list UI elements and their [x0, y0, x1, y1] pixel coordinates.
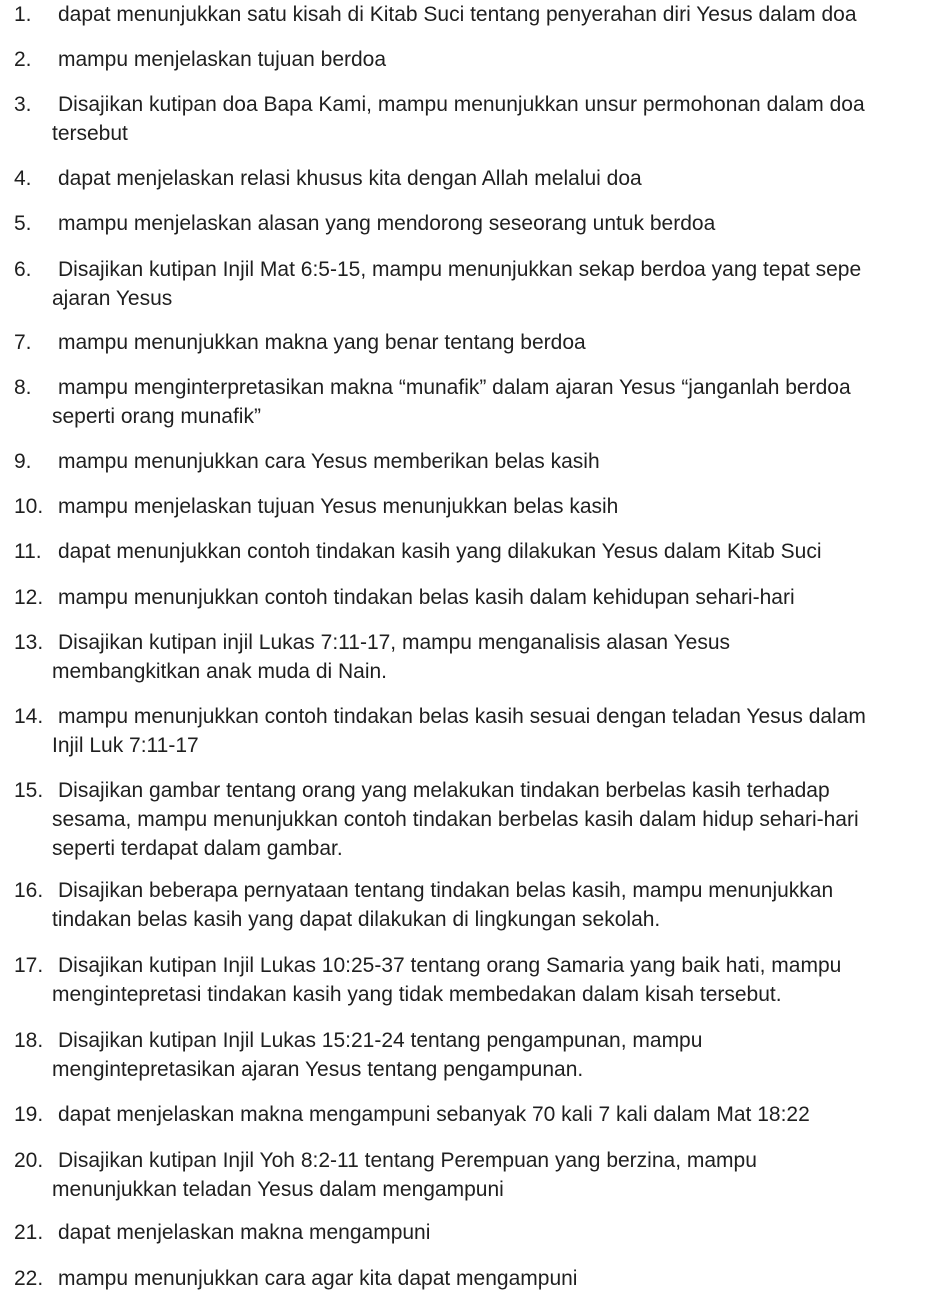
list-item-text-line: mampu menjelaskan tujuan Yesus menunjukkan belas kasih	[58, 495, 619, 518]
list-item	[14, 1026, 929, 1084]
list-item-text-line: mengintepretasi tindakan kasih yang tidak membedakan dalam kisah tersebut.	[52, 983, 782, 1006]
list-item-number: 20.	[14, 1149, 44, 1172]
list-item-number: 8.	[14, 376, 32, 399]
list-item	[14, 1218, 929, 1247]
list-item	[14, 373, 929, 431]
list-item-number: 1.	[14, 3, 32, 26]
list-item	[14, 583, 929, 612]
list-item-text-line: mampu menunjukkan contoh tindakan belas kasih sesuai dengan teladan Yesus dalam	[58, 705, 866, 728]
list-item-text-line: tersebut	[52, 122, 128, 145]
list-item-text-line: dapat menunjukkan satu kisah di Kitab Suci tentang penyerahan diri Yesus dalam doa	[58, 3, 857, 26]
list-item-text-line: Disajikan gambar tentang orang yang melakukan tindakan berbelas kasih terhadap	[58, 779, 830, 802]
list-item-text-line: Disajikan kutipan Injil Lukas 15:21-24 tentang pengampunan, mampu	[58, 1029, 703, 1052]
list-item	[14, 164, 929, 193]
list-item	[14, 492, 929, 521]
list-item-text-line: dapat menjelaskan relasi khusus kita dengan Allah melalui doa	[58, 167, 642, 190]
list-item-text-line: Disajikan kutipan doa Bapa Kami, mampu menunjukkan unsur permohonan dalam doa	[58, 93, 865, 116]
list-item	[14, 447, 929, 476]
list-item	[14, 1100, 929, 1129]
list-item	[14, 0, 929, 29]
list-item-number: 17.	[14, 954, 44, 977]
list-item-text-line: mampu menunjukkan contoh tindakan belas kasih dalam kehidupan sehari-hari	[58, 586, 795, 609]
list-item	[14, 328, 929, 357]
list-item-number: 5.	[14, 212, 32, 235]
list-item-text-line: dapat menunjukkan contoh tindakan kasih yang dilakukan Yesus dalam Kitab Suci	[58, 540, 822, 563]
list-item-text-line: Disajikan kutipan injil Lukas 7:11-17, mampu menganalisis alasan Yesus	[58, 631, 730, 654]
list-item	[14, 628, 929, 686]
list-item-number: 18.	[14, 1029, 44, 1052]
list-item-text-line: Disajikan kutipan Injil Yoh 8:2-11 tentang Perempuan yang berzina, mampu	[58, 1149, 757, 1172]
list-item-number: 15.	[14, 779, 44, 802]
list-item	[14, 776, 929, 863]
list-item-text-line: mampu menunjukkan makna yang benar tentang berdoa	[58, 331, 586, 354]
list-item-number: 13.	[14, 631, 44, 654]
list-item-number: 22.	[14, 1267, 44, 1290]
list-item	[14, 45, 929, 74]
list-item-text-line: dapat menjelaskan makna mengampuni sebanyak 70 kali 7 kali dalam Mat 18:22	[58, 1103, 810, 1126]
list-item	[14, 951, 929, 1009]
list-item	[14, 209, 929, 238]
list-item	[14, 1146, 929, 1204]
list-item-text-line: Injil Luk 7:11-17	[52, 734, 199, 757]
list-item-number: 3.	[14, 93, 32, 116]
list-item	[14, 255, 929, 313]
list-item-text-line: Disajikan kutipan Injil Mat 6:5-15, mampu menunjukkan sekap berdoa yang tepat sepe	[58, 258, 862, 281]
list-item	[14, 876, 929, 934]
list-item	[14, 537, 929, 566]
list-item-text-line: seperti orang munafik”	[52, 405, 261, 428]
list-item-number: 16.	[14, 879, 44, 902]
list-item-number: 7.	[14, 331, 32, 354]
list-item-number: 9.	[14, 450, 32, 473]
list-item	[14, 90, 929, 148]
list-item-number: 10.	[14, 495, 44, 518]
list-item-text-line: menunjukkan teladan Yesus dalam mengampuni	[52, 1178, 504, 1201]
list-item	[14, 1264, 929, 1293]
list-item-text-line: Disajikan beberapa pernyataan tentang tindakan belas kasih, mampu menunjukkan	[58, 879, 834, 902]
list-item	[14, 702, 929, 760]
list-item-number: 12.	[14, 586, 44, 609]
list-item-number: 14.	[14, 705, 44, 728]
list-item-number: 4.	[14, 167, 32, 190]
list-item-number: 19.	[14, 1103, 44, 1126]
list-item-text-line: mampu menunjukkan cara Yesus memberikan belas kasih	[58, 450, 600, 473]
list-item-text-line: mampu menjelaskan tujuan berdoa	[58, 48, 387, 71]
list-item-text-line: mampu menunjukkan cara agar kita dapat mengampuni	[58, 1267, 578, 1290]
list-item-number: 6.	[14, 258, 32, 281]
list-item-text-line: dapat menjelaskan makna mengampuni	[58, 1221, 431, 1244]
list-item-number: 11.	[14, 540, 42, 563]
list-item-number: 2.	[14, 48, 32, 71]
list-item-number: 21.	[14, 1221, 44, 1244]
list-item-text-line: membangkitkan anak muda di Nain.	[52, 660, 388, 683]
list-item-text-line: mampu menginterpretasikan makna “munafik” dalam ajaran Yesus “janganlah berdoa	[58, 376, 851, 399]
list-item-text-line: mampu menjelaskan alasan yang mendorong seseorang untuk berdoa	[58, 212, 716, 235]
list-item-text-line: ajaran Yesus	[52, 287, 173, 310]
list-item-text-line: seperti terdapat dalam gambar.	[52, 837, 343, 860]
list-item-text-line: Disajikan kutipan Injil Lukas 10:25-37 tentang orang Samaria yang baik hati, mampu	[58, 954, 842, 977]
list-item-text-line: sesama, mampu menunjukkan contoh tindakan berbelas kasih dalam hidup sehari-hari	[52, 808, 859, 831]
list-item-text-line: mengintepretasikan ajaran Yesus tentang pengampunan.	[52, 1058, 584, 1081]
list-item-text-line: tindakan belas kasih yang dapat dilakukan di lingkungan sekolah.	[52, 908, 661, 931]
